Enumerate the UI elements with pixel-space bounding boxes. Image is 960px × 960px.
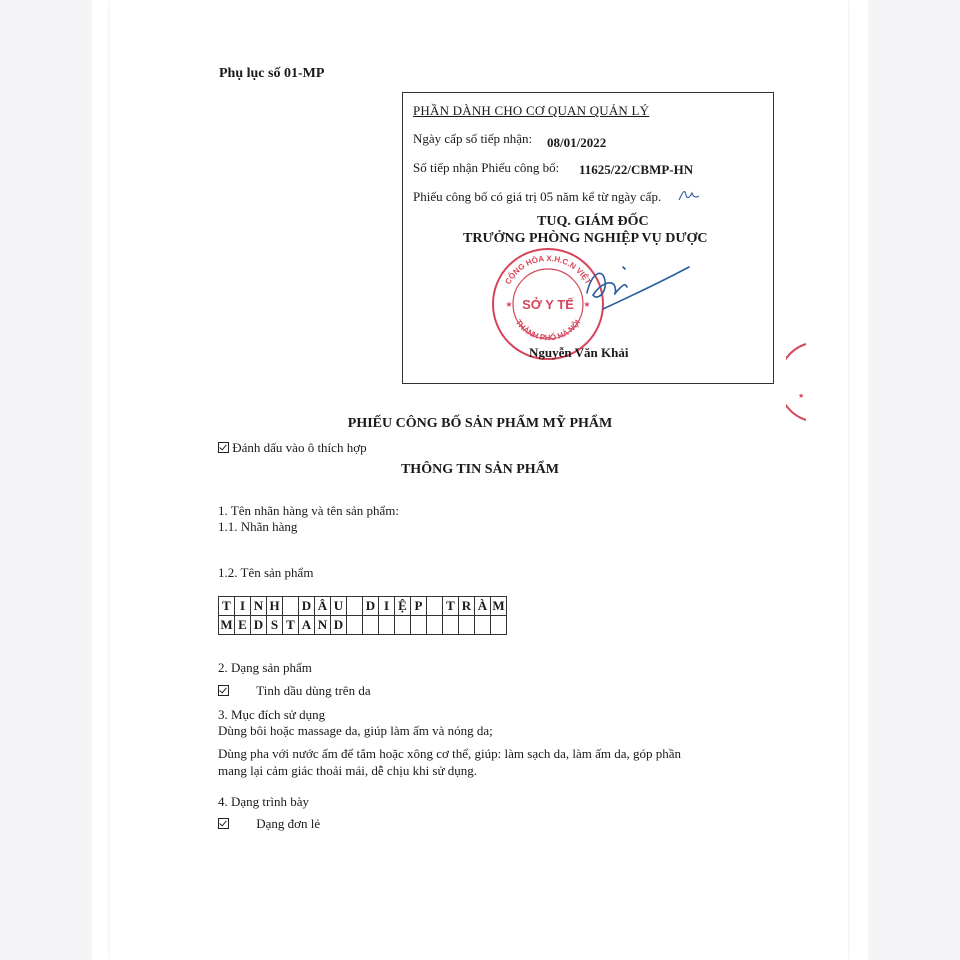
name-grid-cell: M	[491, 597, 507, 616]
tuq-label: TUQ. GIÁM ĐỐC	[537, 214, 649, 229]
name-grid-cell	[491, 616, 507, 635]
name-grid-cell	[395, 616, 411, 635]
signature-icon	[579, 253, 699, 323]
background-right	[868, 0, 960, 960]
item-2-label: 2. Dạng sản phẩm	[218, 660, 312, 675]
name-grid-cell	[347, 597, 363, 616]
name-grid-row	[219, 597, 507, 616]
validity-text: Phiếu công bố có giá trị 05 năm kể từ ngày cấp.	[413, 189, 662, 204]
stamp-bottom-text: THÀNH PHỐ HÀ NỘI	[513, 318, 583, 343]
name-grid-cell: R	[459, 597, 475, 616]
name-grid-cell: T	[443, 597, 459, 616]
name-grid-cell: Â	[315, 597, 331, 616]
appendix-label: Phụ lục số 01-MP	[219, 66, 325, 81]
name-grid-cell	[427, 616, 443, 635]
name-grid-cell: T	[219, 597, 235, 616]
item-2-value: Tinh dầu dùng trên da	[256, 683, 371, 698]
section-title: THÔNG TIN SẢN PHẨM	[400, 462, 560, 477]
name-grid-row	[219, 616, 507, 635]
admin-box	[402, 92, 774, 384]
svg-text:★: ★	[583, 300, 591, 309]
name-grid-cell: Ệ	[395, 597, 411, 616]
position-label: TRƯỞNG PHÒNG NGHIỆP VỤ DƯỢC	[463, 231, 708, 246]
name-grid-cell: H	[267, 597, 283, 616]
item-2-value-line	[218, 683, 371, 699]
stamp-center-text: SỞ Y TẾ	[522, 297, 574, 312]
name-grid-cell	[475, 616, 491, 635]
item-1-label: 1. Tên nhãn hàng và tên sản phẩm:	[218, 503, 399, 518]
item-4-value-line	[218, 816, 320, 832]
name-grid-cell	[379, 616, 395, 635]
initial-mark-icon	[677, 187, 701, 203]
name-grid-cell	[347, 616, 363, 635]
checked-box-icon	[218, 442, 229, 453]
name-grid-cell	[443, 616, 459, 635]
item-1-2-label: 1.2. Tên sản phẩm	[218, 565, 314, 580]
product-name-grid	[218, 596, 507, 635]
document-title: PHIẾU CÔNG BỐ SẢN PHẨM MỸ PHẨM	[347, 416, 613, 431]
date-value: 08/01/2022	[547, 135, 607, 150]
name-grid-cell: D	[331, 616, 347, 635]
name-grid-cell: À	[475, 597, 491, 616]
item-3-line-2: Dùng pha với nước ấm để tắm hoặc xông cơ thể, giúp: làm sạch da, làm ấm da, góp phần	[218, 746, 682, 761]
instruction-text: Đánh dấu vào ô thích hợp	[232, 440, 367, 455]
name-grid-cell: P	[411, 597, 427, 616]
name-grid-cell	[283, 597, 299, 616]
number-value: 11625/22/CBMP-HN	[579, 162, 694, 177]
admin-box-title: PHẦN DÀNH CHO CƠ QUAN QUẢN LÝ	[413, 103, 650, 118]
item-3-line-3: mang lại cảm giác thoải mái, dễ chịu khi sử dụng.	[218, 763, 478, 778]
item-1-1-label: 1.1. Nhãn hàng	[218, 519, 298, 534]
stamp-top-text: CỘNG HÒA X.H.C.N VIỆT	[503, 253, 593, 286]
instruction-line	[218, 440, 367, 456]
item-4-value: Dạng đơn lẻ	[256, 816, 321, 831]
checked-box-icon	[218, 818, 229, 829]
name-grid-cell: T	[283, 616, 299, 635]
item-3-label: 3. Mục đích sử dụng	[218, 707, 326, 722]
name-grid-cell: S	[267, 616, 283, 635]
name-grid-cell: N	[315, 616, 331, 635]
signer-name: Nguyễn Văn Khải	[529, 345, 629, 360]
name-grid-cell: U	[331, 597, 347, 616]
number-label: Số tiếp nhận Phiếu công bố:	[413, 160, 560, 175]
name-grid-cell	[411, 616, 427, 635]
checked-box-icon	[218, 685, 229, 696]
name-grid-cell	[459, 616, 475, 635]
svg-text:★: ★	[505, 300, 513, 309]
name-grid-cell: M	[219, 616, 235, 635]
name-grid-cell: N	[251, 597, 267, 616]
name-grid-cell	[363, 616, 379, 635]
name-grid-cell: D	[363, 597, 379, 616]
background-left	[0, 0, 92, 960]
name-grid-cell: D	[251, 616, 267, 635]
name-grid-cell: E	[235, 616, 251, 635]
svg-text:★: ★	[798, 392, 805, 400]
name-grid-cell: A	[299, 616, 315, 635]
edge-stamp-fragment	[786, 342, 808, 422]
item-3-line-1: Dùng bôi hoặc massage da, giúp làm ấm và nóng da;	[218, 723, 493, 738]
name-grid-cell: I	[235, 597, 251, 616]
item-4-label: 4. Dạng trình bày	[218, 794, 309, 809]
svg-text:THÀNH PHỐ HÀ NỘI	[514, 318, 582, 342]
name-grid-cell: D	[299, 597, 315, 616]
name-grid-cell	[427, 597, 443, 616]
date-label: Ngày cấp số tiếp nhận:	[413, 131, 533, 146]
name-grid-cell: I	[379, 597, 395, 616]
